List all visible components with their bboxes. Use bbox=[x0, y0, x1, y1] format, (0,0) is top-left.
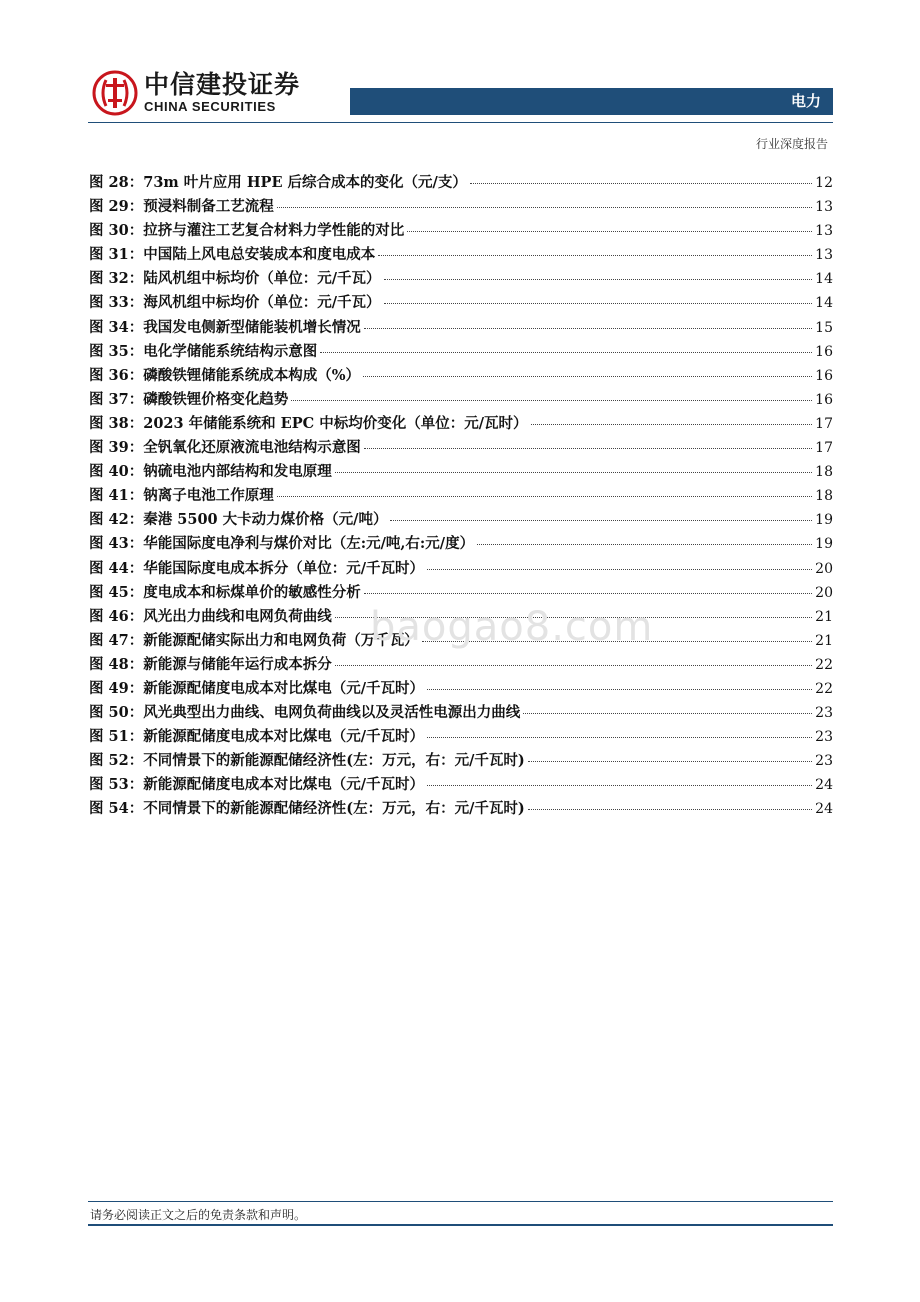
page-number: 16 bbox=[815, 367, 833, 384]
figure-list-item[interactable] bbox=[89, 412, 833, 436]
figure-number: 图 48： bbox=[89, 655, 144, 673]
dot-leader bbox=[528, 809, 812, 810]
logo-text bbox=[144, 71, 300, 115]
logo-english-name: CHINA SECURITIES bbox=[144, 99, 276, 114]
figure-list-item[interactable] bbox=[89, 797, 833, 821]
figure-list-item[interactable] bbox=[89, 388, 833, 412]
figure-title: 73m 叶片应用 HPE 后综合成本的变化（元/支） bbox=[143, 174, 467, 191]
dot-leader bbox=[335, 665, 812, 666]
figure-number: 图 52： bbox=[89, 752, 144, 770]
page-number: 14 bbox=[815, 271, 833, 288]
figure-number: 图 49： bbox=[89, 679, 144, 697]
figure-number: 图 43： bbox=[89, 535, 144, 553]
figure-title: 风光典型出力曲线、电网负荷曲线以及灵活性电源出力曲线 bbox=[143, 704, 521, 722]
page-number: 23 bbox=[815, 753, 833, 770]
figure-number: 图 53： bbox=[89, 776, 144, 794]
figure-list-item[interactable] bbox=[89, 677, 833, 701]
figure-number: 图 29： bbox=[89, 198, 144, 216]
figure-list-item[interactable] bbox=[89, 701, 833, 725]
figure-title: 磷酸铁锂储能系统成本构成（%） bbox=[143, 366, 361, 384]
figure-list-item[interactable] bbox=[89, 171, 833, 195]
figure-title: 新能源配储度电成本对比煤电（元/千瓦时） bbox=[143, 728, 425, 746]
figure-list-item[interactable] bbox=[89, 581, 833, 605]
figure-title: 钠离子电池工作原理 bbox=[143, 487, 274, 505]
figure-title: 不同情景下的新能源配储经济性(左：万元，右：元/千瓦时) bbox=[143, 800, 525, 818]
figure-title: 秦港 5500 大卡动力煤价格（元/吨） bbox=[143, 511, 388, 529]
page-number: 23 bbox=[815, 729, 833, 746]
figure-list-item[interactable] bbox=[89, 460, 833, 484]
figure-number: 图 37： bbox=[89, 390, 144, 408]
figure-number: 图 47： bbox=[89, 631, 144, 649]
figure-list-item[interactable] bbox=[89, 749, 833, 773]
header-divider bbox=[88, 122, 833, 123]
figure-list-item[interactable] bbox=[89, 725, 833, 749]
figure-number: 图 46： bbox=[89, 607, 144, 625]
dot-leader bbox=[427, 785, 812, 786]
header-bar bbox=[350, 88, 833, 115]
figure-list-item[interactable] bbox=[89, 773, 833, 797]
figure-title: 中国陆上风电总安装成本和度电成本 bbox=[143, 246, 376, 264]
figure-number: 图 34： bbox=[89, 318, 144, 336]
figure-number: 图 44： bbox=[89, 559, 144, 577]
figure-list bbox=[89, 171, 833, 822]
figure-number: 图 45： bbox=[89, 583, 144, 601]
figure-title: 2023 年储能系统和 EPC 中标均价变化（单位：元/瓦时） bbox=[143, 414, 528, 432]
figure-number: 图 42： bbox=[89, 511, 144, 529]
watermark: baogao8.com bbox=[370, 604, 654, 650]
figure-title: 度电成本和标煤单价的敏感性分析 bbox=[143, 583, 361, 601]
page-number: 17 bbox=[815, 415, 833, 432]
figure-list-item[interactable] bbox=[89, 219, 833, 243]
figure-number: 图 28： bbox=[89, 174, 144, 191]
figure-number: 图 54： bbox=[89, 800, 144, 818]
figure-title: 陆风机组中标均价（单位：元/千瓦） bbox=[143, 270, 381, 288]
dot-leader bbox=[384, 279, 812, 280]
logo-chinese-name: 中信建投证券 bbox=[144, 70, 301, 99]
dot-leader bbox=[477, 544, 812, 545]
page-number: 17 bbox=[815, 440, 833, 457]
dot-leader bbox=[407, 231, 812, 232]
dot-leader bbox=[384, 303, 812, 304]
page-number: 24 bbox=[815, 777, 833, 794]
dot-leader bbox=[523, 713, 812, 714]
figure-list-item[interactable] bbox=[89, 267, 833, 291]
dot-leader bbox=[277, 207, 812, 208]
figure-title: 我国发电侧新型储能装机增长情况 bbox=[143, 318, 361, 336]
dot-leader bbox=[528, 761, 812, 762]
industry-section-label: 电力 bbox=[790, 92, 821, 110]
figure-list-item[interactable] bbox=[89, 508, 833, 532]
figure-title: 新能源配储度电成本对比煤电（元/千瓦时） bbox=[143, 776, 425, 794]
page-number: 24 bbox=[815, 801, 833, 818]
figure-number: 图 40： bbox=[89, 463, 144, 481]
dot-leader bbox=[363, 376, 812, 377]
page-number: 13 bbox=[815, 247, 833, 264]
figure-number: 图 35： bbox=[89, 342, 144, 360]
figure-number: 图 32： bbox=[89, 270, 144, 288]
page-number: 22 bbox=[815, 680, 833, 697]
figure-title: 海风机组中标均价（单位：元/千瓦） bbox=[143, 294, 381, 312]
figure-list-item[interactable] bbox=[89, 316, 833, 340]
figure-number: 图 31： bbox=[89, 246, 144, 264]
figure-list-item[interactable] bbox=[89, 557, 833, 581]
figure-number: 图 38： bbox=[89, 414, 144, 432]
dot-leader bbox=[390, 520, 812, 521]
figure-number: 图 33： bbox=[89, 294, 144, 312]
figure-title: 钠硫电池内部结构和发电原理 bbox=[143, 463, 332, 481]
dot-leader bbox=[427, 737, 812, 738]
dot-leader bbox=[364, 328, 812, 329]
figure-list-item[interactable] bbox=[89, 340, 833, 364]
figure-number: 图 50： bbox=[89, 704, 144, 722]
dot-leader bbox=[427, 569, 812, 570]
page-number: 21 bbox=[815, 632, 833, 649]
page-number: 18 bbox=[815, 488, 833, 505]
figure-title: 新能源配储实际出力和电网负荷（万千瓦） bbox=[143, 631, 419, 649]
footer-divider-top bbox=[88, 1201, 833, 1202]
page-number: 13 bbox=[815, 199, 833, 216]
dot-leader bbox=[427, 689, 812, 690]
page-number: 19 bbox=[815, 536, 833, 553]
figure-list-item[interactable] bbox=[89, 436, 833, 460]
figure-list-item[interactable] bbox=[89, 243, 833, 267]
figure-list-item[interactable] bbox=[89, 653, 833, 677]
company-logo bbox=[92, 70, 300, 116]
figure-number: 图 36： bbox=[89, 366, 144, 384]
figure-title: 磷酸铁锂价格变化趋势 bbox=[143, 390, 289, 408]
page-number: 13 bbox=[815, 223, 833, 240]
page-number: 19 bbox=[815, 512, 833, 529]
dot-leader bbox=[470, 183, 812, 184]
dot-leader bbox=[291, 400, 812, 401]
figure-title: 预浸料制备工艺流程 bbox=[143, 198, 274, 216]
figure-list-item[interactable] bbox=[89, 532, 833, 556]
dot-leader bbox=[378, 255, 812, 256]
page-number: 20 bbox=[815, 584, 833, 601]
figure-list-item[interactable] bbox=[89, 291, 833, 315]
page-number: 18 bbox=[815, 464, 833, 481]
figure-number: 图 30： bbox=[89, 222, 144, 240]
figure-number: 图 41： bbox=[89, 487, 144, 505]
figure-title: 华能国际度电净利与煤价对比（左:元/吨,右:元/度） bbox=[143, 535, 475, 553]
page-number: 22 bbox=[815, 656, 833, 673]
page-number: 15 bbox=[815, 319, 833, 336]
dot-leader bbox=[335, 472, 812, 473]
page-number: 16 bbox=[815, 391, 833, 408]
figure-title: 新能源配储度电成本对比煤电（元/千瓦时） bbox=[143, 679, 425, 697]
page-number: 14 bbox=[815, 295, 833, 312]
dot-leader bbox=[277, 496, 812, 497]
footer-divider-bottom bbox=[88, 1224, 833, 1226]
page-number: 20 bbox=[815, 560, 833, 577]
figure-number: 图 51： bbox=[89, 728, 144, 746]
page-number: 21 bbox=[815, 608, 833, 625]
figure-number: 图 39： bbox=[89, 439, 144, 457]
figure-title: 风光出力曲线和电网负荷曲线 bbox=[143, 607, 332, 625]
dot-leader bbox=[531, 424, 812, 425]
figure-title: 华能国际度电成本拆分（单位：元/千瓦时） bbox=[143, 559, 425, 577]
figure-title: 新能源与储能年运行成本拆分 bbox=[143, 655, 332, 673]
figure-list-item[interactable] bbox=[89, 484, 833, 508]
figure-title: 不同情景下的新能源配储经济性(左：万元，右：元/千瓦时) bbox=[143, 752, 525, 770]
page-number: 23 bbox=[815, 705, 833, 722]
figure-title: 全钒氧化还原液流电池结构示意图 bbox=[143, 439, 361, 457]
dot-leader bbox=[320, 352, 812, 353]
figure-list-item[interactable] bbox=[89, 364, 833, 388]
figure-title: 电化学储能系统结构示意图 bbox=[143, 342, 318, 360]
china-securities-logo-icon bbox=[92, 70, 138, 116]
dot-leader bbox=[364, 593, 812, 594]
figure-title: 拉挤与灌注工艺复合材料力学性能的对比 bbox=[143, 222, 405, 240]
page-number: 12 bbox=[815, 175, 833, 191]
footer-disclaimer: 请务必阅读正文之后的免责条款和声明。 bbox=[90, 1208, 307, 1222]
dot-leader bbox=[364, 448, 812, 449]
page-number: 16 bbox=[815, 343, 833, 360]
figure-list-item[interactable] bbox=[89, 195, 833, 219]
report-type-label: 行业深度报告 bbox=[755, 137, 828, 151]
